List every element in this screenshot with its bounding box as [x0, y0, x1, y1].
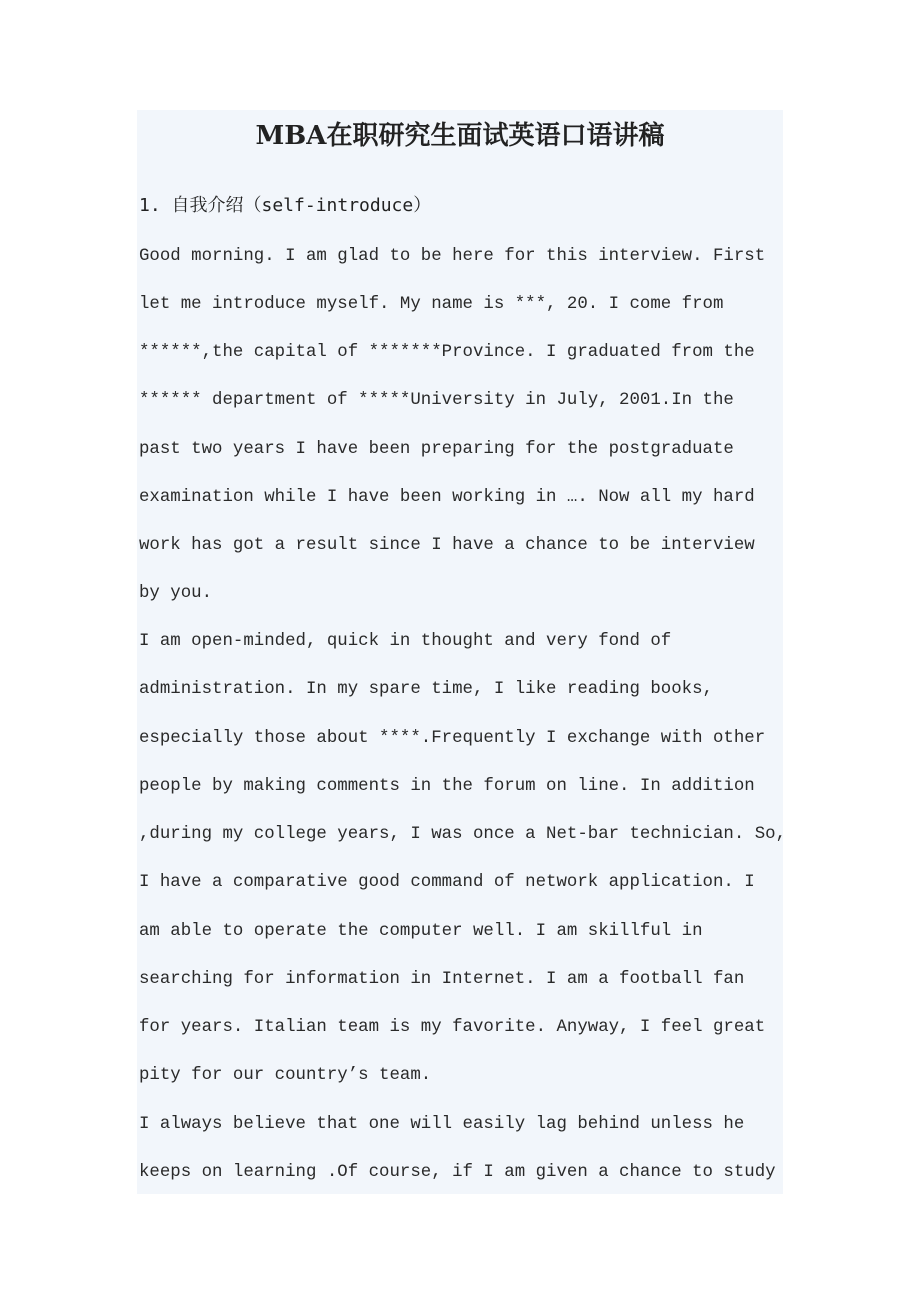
body-line: let me introduce myself. My name is ***, 20. I come from: [139, 295, 724, 314]
body-line: ,during my college years, I was once a Net-bar technician. So,: [139, 825, 787, 844]
document-title: MBA在职研究生面试英语口语讲稿: [255, 121, 665, 151]
body-line: pity for our country’s team.: [139, 1066, 432, 1085]
body-line: especially those about ****.Frequently I exchange with other: [139, 729, 766, 748]
body-line: I have a comparative good command of network application. I: [139, 873, 755, 892]
body-line: keeps on learning .Of course, if I am given a chance to study: [139, 1163, 776, 1182]
body-line: ******,the capital of *******Province. I graduated from the: [139, 343, 755, 362]
body-line: I am open-minded, quick in thought and very fond of: [139, 632, 672, 651]
body-line: I always believe that one will easily lag behind unless he: [139, 1115, 745, 1134]
body-line: for years. Italian team is my favorite. Anyway, I feel great: [139, 1018, 766, 1037]
body-line: past two years I have been preparing for the postgraduate: [139, 440, 734, 459]
body-line: administration. In my spare time, I like reading books,: [139, 680, 713, 699]
body-line: work has got a result since I have a chance to be interview: [139, 536, 755, 555]
body-line: ****** department of *****University in July, 2001.In the: [139, 391, 734, 410]
body-line: searching for information in Internet. I am a football fan: [139, 970, 745, 989]
body-line: examination while I have been working in …. Now all my hard: [139, 488, 755, 507]
section-heading-self-introduce: 1. 自我介绍（self-introduce）: [139, 195, 432, 216]
body-line: by you.: [139, 584, 213, 603]
body-line: Good morning. I am glad to be here for this interview. First: [139, 247, 766, 266]
body-line: people by making comments in the forum on line. In addition: [139, 777, 755, 796]
body-line: am able to operate the computer well. I am skillful in: [139, 922, 703, 941]
